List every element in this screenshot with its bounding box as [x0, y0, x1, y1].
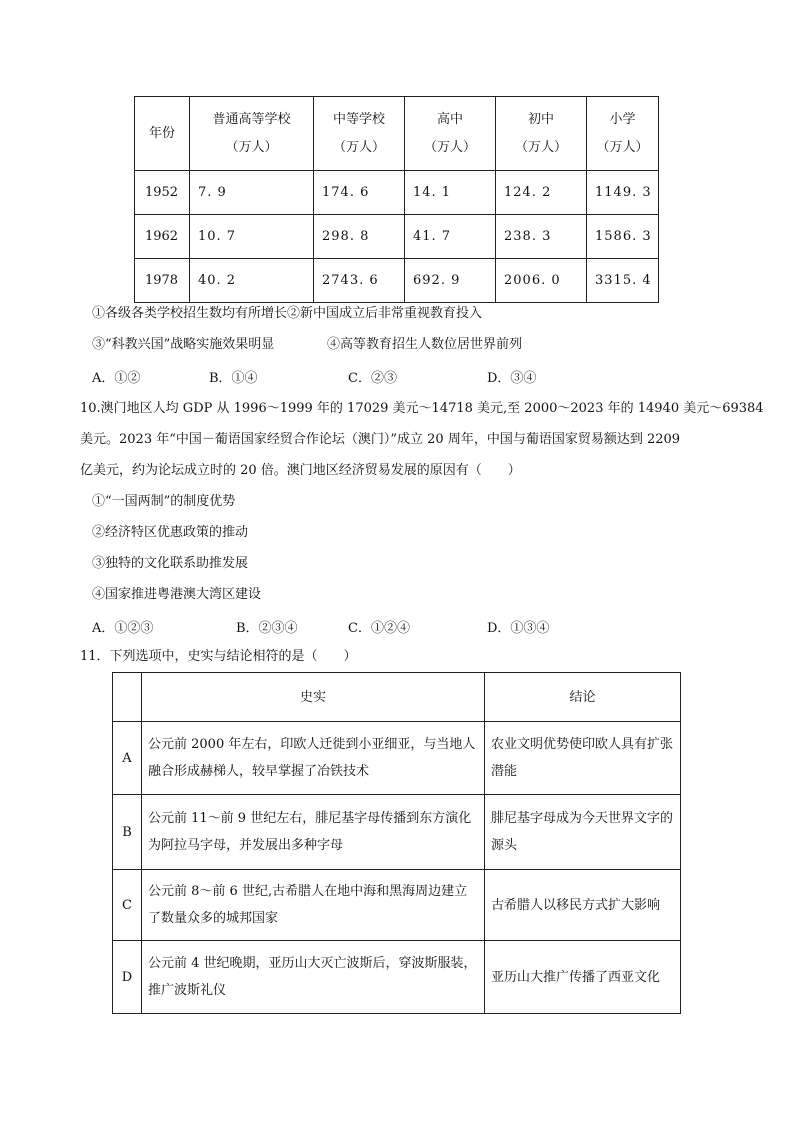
table-cell: 1586. 3: [587, 215, 659, 259]
q9-statement-4: ④高等教育招生人数位居世界前列: [327, 337, 523, 352]
q10-item-2: ②经济特区优惠政策的推动: [92, 525, 249, 540]
q10-item-3: ③独特的文化联系助推发展: [92, 556, 249, 571]
header-primary: 小学 （万人）: [587, 97, 659, 171]
q9-option-b[interactable]: B．①④: [209, 371, 258, 386]
fact-cell: 公元前 11～前 9 世纪左右，腓尼基字母传播到东方演化为阿拉马字母，并发展出多种字母: [142, 795, 485, 870]
table-row: [113, 941, 681, 1014]
q10-option-a[interactable]: A．①②③: [92, 621, 154, 636]
table-cell: 41. 7: [405, 215, 496, 259]
table-cell: 2006. 0: [496, 259, 587, 303]
table-cell: 1978: [135, 259, 190, 303]
history-facts-table: [112, 672, 681, 1014]
table-cell: 10. 7: [190, 215, 314, 259]
q10-item-4: ④国家推进粤港澳大湾区建设: [92, 587, 262, 602]
header-fact: 史实: [142, 673, 485, 722]
fact-cell: 公元前 8～前 6 世纪,古希腊人在地中海和黑海周边建立了数量众多的城邦国家: [142, 870, 485, 941]
header-year: 年份: [135, 97, 190, 171]
q9-option-d[interactable]: D．③④: [487, 371, 537, 386]
fact-cell: 公元前 4 世纪晚期，亚历山大灭亡波斯后，穿波斯服装，推广波斯礼仪: [142, 941, 485, 1014]
row-label: A: [113, 722, 142, 795]
table-cell: 1149. 3: [587, 171, 659, 215]
q10-option-b[interactable]: B．②③④: [236, 621, 298, 636]
q10-option-c[interactable]: C．①②④: [348, 621, 410, 636]
table-cell: 238. 3: [496, 215, 587, 259]
table-cell: 40. 2: [190, 259, 314, 303]
table-header-row: [113, 673, 681, 722]
q10-item-1: ①“一国两制”的制度优势: [92, 494, 236, 509]
table-cell: 692. 9: [405, 259, 496, 303]
conclusion-cell: 腓尼基字母成为今天世界文字的源头: [485, 795, 681, 870]
header-conclusion: 结论: [485, 673, 681, 722]
table-row: [113, 722, 681, 795]
table-row: [113, 795, 681, 870]
table-cell: 2743. 6: [314, 259, 405, 303]
education-stats-table: [134, 96, 659, 303]
q11-stem: 11．下列选项中，史实与结论相符的是（ ）: [80, 649, 357, 664]
conclusion-cell: 农业文明优势使印欧人具有扩张潜能: [485, 722, 681, 795]
table-cell: 7. 9: [190, 171, 314, 215]
table-cell: 174. 6: [314, 171, 405, 215]
q10-stem-line-2: 美元。2023 年“中国－葡语国家经贸合作论坛（澳门）”成立 20 周年，中国与葡语国家贸易额达到 2209: [80, 432, 681, 447]
row-label: B: [113, 795, 142, 870]
table-row: [135, 215, 659, 259]
table-cell: [113, 673, 142, 722]
q9-option-c[interactable]: C．②③: [348, 371, 397, 386]
row-label: D: [113, 941, 142, 1014]
row-label: C: [113, 870, 142, 941]
q9-statement-3: ③“科教兴国”战略实施效果明显: [92, 337, 275, 352]
header-secondary: 中等学校 （万人）: [314, 97, 405, 171]
table-header-row: [135, 97, 659, 171]
table-cell: 3315. 4: [587, 259, 659, 303]
table-cell: 124. 2: [496, 171, 587, 215]
table-cell: 14. 1: [405, 171, 496, 215]
q10-option-d[interactable]: D．①③④: [487, 621, 550, 636]
table-cell: 1962: [135, 215, 190, 259]
table-cell: 298. 8: [314, 215, 405, 259]
table-row: [113, 870, 681, 941]
q10-stem-line-1: 10.澳门地区人均 GDP 从 1996～1999 年的 17029 美元～14718 美元,至 2000～2023 年的 14940 美元～69384: [80, 401, 764, 416]
q9-option-a[interactable]: A．①②: [92, 371, 141, 386]
conclusion-cell: 古希腊人以移民方式扩大影响: [485, 870, 681, 941]
header-junior: 初中 （万人）: [496, 97, 587, 171]
conclusion-cell: 亚历山大推广传播了西亚文化: [485, 941, 681, 1014]
table-cell: 1952: [135, 171, 190, 215]
header-high-school: 高中 （万人）: [405, 97, 496, 171]
fact-cell: 公元前 2000 年左右，印欧人迁徙到小亚细亚，与当地人融合形成赫梯人，较早掌握了冶铁技术: [142, 722, 485, 795]
header-higher-ed: 普通高等学校 （万人）: [190, 97, 314, 171]
q9-statement-1-2: ①各级各类学校招生数均有所增长②新中国成立后非常重视教育投入: [92, 306, 483, 321]
q10-stem-line-3: 亿美元，约为论坛成立时的 20 倍。澳门地区经济贸易发展的原因有（ ）: [80, 463, 521, 478]
table-row: [135, 171, 659, 215]
table-row: [135, 259, 659, 303]
